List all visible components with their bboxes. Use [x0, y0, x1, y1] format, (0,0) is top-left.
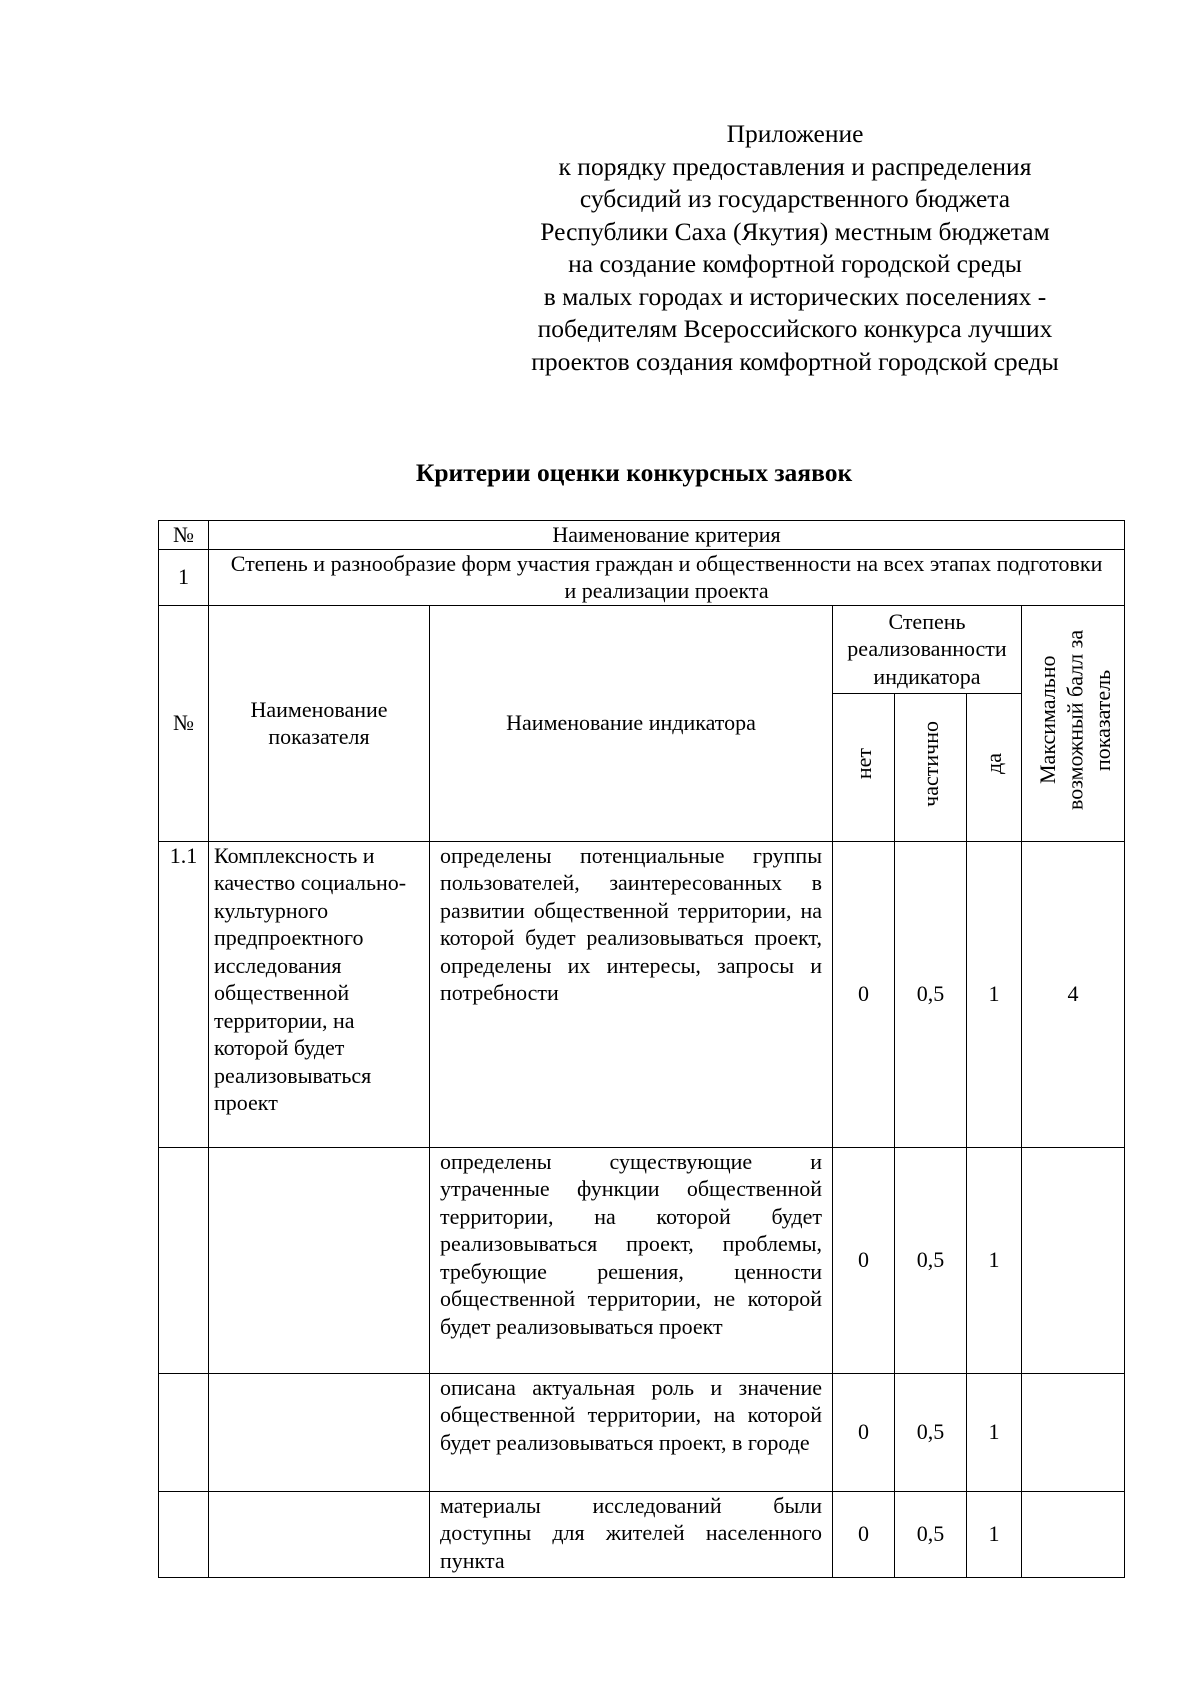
row-value-no: 0: [833, 841, 895, 1147]
row-value-partial: 0,5: [895, 1373, 967, 1491]
table-header-row: [159, 521, 1125, 550]
document-title: Критерии оценки конкурсных заявок: [415, 458, 853, 487]
degree-partial-label: частично: [917, 720, 943, 807]
row-indicator-name: [209, 1491, 430, 1577]
row-value-partial: 0,5: [895, 1491, 967, 1577]
row-value-yes: 1: [967, 1373, 1022, 1491]
criterion-row: [159, 549, 1125, 605]
appendix-line: субсидий из государственного бюджета: [579, 184, 1011, 213]
indicator-header-number: №: [159, 605, 209, 841]
indicator-header-max: [1022, 605, 1125, 841]
row-indicator: определены существующие и утраченные функции общественной территории, на которой будет реализовываться проект, проблемы, требующие решения, ценности общественной территории, не которой будет реализовываться проект: [430, 1147, 833, 1373]
row-indicator-name: Комплексность и качество социально-культурного предпроектного исследования общественной территории, на которой будет реализовываться проект: [209, 841, 430, 1147]
appendix-line: победителям Всероссийского конкурса лучших: [537, 314, 1053, 343]
row-value-partial: 0,5: [895, 841, 967, 1147]
header-number: №: [159, 521, 209, 550]
row-indicator: описана актуальная роль и значение общественной территории, на которой будет реализовываться проект, в городе: [430, 1373, 833, 1491]
row-value-yes: 1: [967, 841, 1022, 1147]
appendix-line: Республики Саха (Якутия) местным бюджетам: [540, 216, 1050, 246]
row-max-score: [1022, 1373, 1125, 1491]
degree-no: [833, 693, 895, 841]
max-score-label: Максимально возможный балл за показатель: [1035, 629, 1116, 810]
table-row: [159, 841, 1125, 1147]
degree-partial: [895, 693, 967, 841]
criteria-table: [158, 520, 1125, 1578]
row-indicator: материалы исследований были доступны для жителей населенного пункта: [430, 1491, 833, 1577]
appendix-line: в малых городах и исторических поселениях -: [543, 281, 1047, 311]
degree-yes-label: да: [981, 753, 1007, 775]
row-value-yes: 1: [967, 1491, 1022, 1577]
appendix-line: на создание комфортной городской среды: [568, 249, 1022, 278]
criterion-number: 1: [159, 549, 209, 605]
indicator-header-row: [159, 605, 1125, 693]
row-value-partial: 0,5: [895, 1147, 967, 1373]
appendix-line: к порядку предоставления и распределения: [558, 151, 1032, 181]
row-number: [159, 1373, 209, 1491]
indicator-header-degree: Степень реализованности индикатора: [833, 605, 1022, 693]
indicator-header-indicator: Наименование индикатора: [430, 605, 833, 841]
row-indicator: определены потенциальные группы пользователей, заинтересованных в развитии общественной территории, на которой будет реализовываться проект, определены их интересы, запросы и потребности: [430, 841, 833, 1147]
table-row: [159, 1373, 1125, 1491]
row-max-score: 4: [1022, 841, 1125, 1147]
table-row: [159, 1147, 1125, 1373]
row-value-no: 0: [833, 1491, 895, 1577]
appendix-heading: [470, 118, 1120, 378]
row-indicator-name: [209, 1147, 430, 1373]
row-number: [159, 1147, 209, 1373]
appendix-line: Приложение: [726, 119, 864, 148]
table-row: [159, 1491, 1125, 1577]
criterion-name: Степень и разнообразие форм участия граждан и общественности на всех этапах подготовки и реализации проекта: [209, 549, 1125, 605]
row-value-yes: 1: [967, 1147, 1022, 1373]
row-value-no: 0: [833, 1373, 895, 1491]
row-number: [159, 1491, 209, 1577]
degree-no-label: нет: [850, 748, 876, 780]
indicator-header-name: Наименование показателя: [209, 605, 430, 841]
row-number: 1.1: [159, 841, 209, 1147]
degree-yes: [967, 693, 1022, 841]
row-value-no: 0: [833, 1147, 895, 1373]
appendix-line: проектов создания комфортной городской среды: [531, 346, 1059, 376]
row-max-score: [1022, 1147, 1125, 1373]
row-indicator-name: [209, 1373, 430, 1491]
row-max-score: [1022, 1491, 1125, 1577]
header-criterion-name: Наименование критерия: [209, 521, 1125, 550]
